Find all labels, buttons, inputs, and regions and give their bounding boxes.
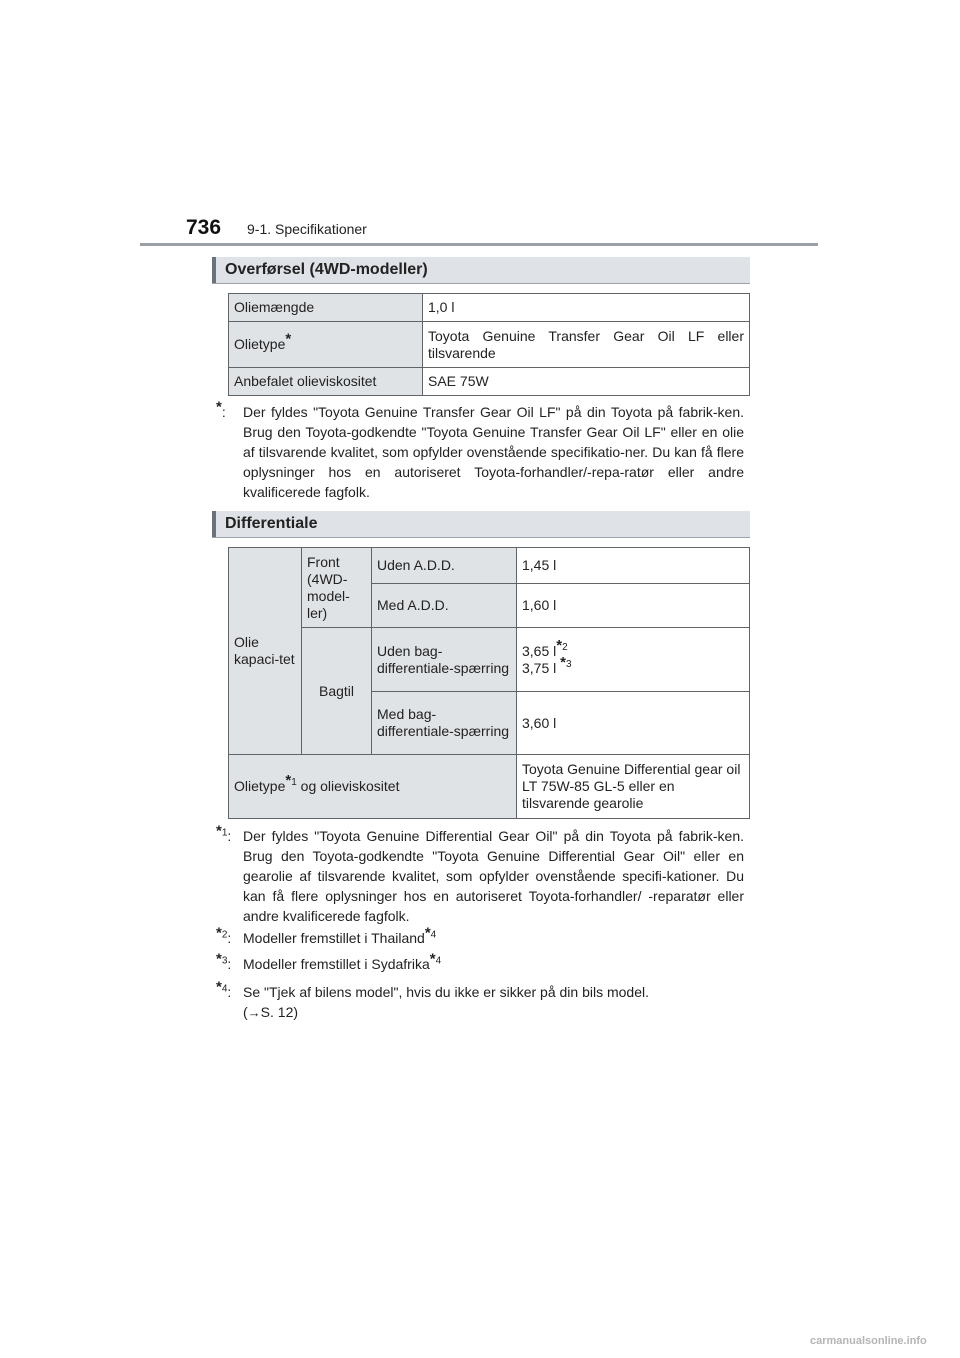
table-row	[229, 368, 750, 396]
footnote-2	[216, 924, 744, 948]
asterisk-icon: *	[285, 330, 292, 348]
table-value-cell: SAE 75W	[423, 368, 750, 396]
table-row	[229, 628, 750, 692]
differential-spec-table	[228, 547, 750, 819]
differential-section-band	[212, 511, 750, 538]
rear-label-cell: Bagtil	[302, 628, 372, 755]
asterisk-icon: *	[216, 924, 222, 942]
footnote-marker: $^{*1}$:	[216, 822, 232, 844]
front-label-cell: Front (4WD-model-ler)	[302, 548, 372, 628]
table-label-cell: Med bag-differentiale-spærring	[372, 692, 517, 755]
oiltype-label-cell: Olietype$^{*1}$ og olieviskositet	[229, 755, 517, 819]
table-row	[229, 294, 750, 322]
table-value-cell: Toyota Genuine Differential gear oil LT 75W-85 GL-5 eller en tilsvarende gearolie	[517, 755, 750, 819]
footnote-text: Se "Tjek af bilens model", hvis du ikke er sikker på din bils model. (→S. 12)	[243, 984, 650, 1020]
table-label-cell: Uden bag-differentiale-spærring	[372, 628, 517, 692]
table-label-cell: Med A.D.D.	[372, 584, 517, 628]
asterisk-icon: *	[216, 978, 222, 996]
footnote-1	[216, 822, 744, 926]
footnote-text: Modeller fremstillet i Thailand$^{*4}$	[243, 924, 437, 946]
table-value-cell: 1,0 l	[423, 294, 750, 322]
asterisk-icon: *	[556, 636, 563, 654]
footnote-text: Modeller fremstillet i Sydafrika$^{*4}$	[243, 950, 442, 972]
band-accent-bar	[212, 257, 216, 283]
differential-section-title: Differentiale	[225, 515, 318, 532]
section-header: 9-1. Specifikationer	[247, 221, 367, 237]
table-row	[229, 548, 750, 584]
table-row	[229, 755, 750, 819]
page-reference[interactable]: S. 12)	[260, 1004, 299, 1020]
table-label-cell: Oliemængde	[229, 294, 423, 322]
footnote-ref: *1	[285, 772, 297, 790]
footnote-marker: $^{*3}$:	[216, 950, 232, 972]
table-value-cell: 3,60 l	[517, 692, 750, 755]
table-value-cell: Toyota Genuine Transfer Gear Oil LF eller tilsvarende	[423, 322, 750, 368]
asterisk-icon: *	[285, 772, 292, 790]
table-value-cell: 1,60 l	[517, 584, 750, 628]
capacity-label-cell: Olie kapaci-tet	[229, 548, 302, 755]
asterisk-icon: *	[216, 398, 222, 416]
transfer-spec-table	[228, 293, 750, 396]
table-value-cell: 1,45 l	[517, 548, 750, 584]
table-label-cell: Uden A.D.D.	[372, 548, 517, 584]
footnote-ref: *3	[560, 653, 572, 671]
olietype-label: Olietype	[234, 336, 286, 352]
right-arrow-icon: →	[247, 1005, 261, 1020]
footnote-text: Der fyldes "Toyota Genuine Transfer Gear Oil LF" på din Toyota på fabrik-ken. Brug den Toyota-godkendte "Toyota Genuine Transfer Gear Oil LF" eller en olie af tilsvarende kvalitet, som opfylder ovenstående specifikatio-ner. Du kan få flere oplysninger hos en autoriseret Toyota-forhandler/-repa-ratør eller andre kvalificerede fagfolk.	[243, 404, 744, 500]
footnote-text: Der fyldes "Toyota Genuine Differential Gear Oil" på din Toyota på fabrik-ken. Brug den Toyota-godkendte "Toyota Genuine Differential Gear Oil" eller en gearolie af tilsvarende kvalitet, som opfylder ovenstående specifi-kationer. Du kan få flere oplysninger hos en autoriseret Toyota-forhandler/ -reparatør eller andre kvalificerede fagfolk.	[243, 828, 744, 924]
page-number: 736	[186, 216, 222, 239]
asterisk-icon: *	[424, 924, 431, 942]
footnote-4	[216, 978, 744, 1023]
band-accent-bar	[212, 511, 216, 537]
footnote-marker: $^{*2}$:	[216, 924, 232, 946]
value-line: 3,65 l	[522, 642, 557, 659]
transfer-section-band	[212, 257, 750, 284]
header-rule	[140, 243, 818, 246]
asterisk-icon: *	[216, 822, 222, 840]
footnote-marker: *:	[216, 398, 226, 420]
transfer-footnote	[216, 398, 744, 502]
asterisk-icon: *	[560, 653, 566, 671]
table-label-cell: Anbefalet olieviskositet	[229, 368, 423, 396]
footnote-marker: $^{*4}$:	[216, 978, 232, 1000]
transfer-section-title: Overførsel (4WD-modeller)	[225, 261, 428, 278]
asterisk-icon: *	[429, 950, 436, 968]
table-label-cell	[229, 322, 423, 368]
table-row	[229, 322, 750, 368]
watermark: carmanualsonline.info	[810, 1335, 927, 1347]
asterisk-icon: *	[216, 950, 222, 968]
footnote-ref: *2	[556, 636, 568, 654]
footnote-3	[216, 950, 744, 974]
value-line: 3,75 l	[522, 659, 557, 676]
table-value-cell	[517, 628, 750, 692]
